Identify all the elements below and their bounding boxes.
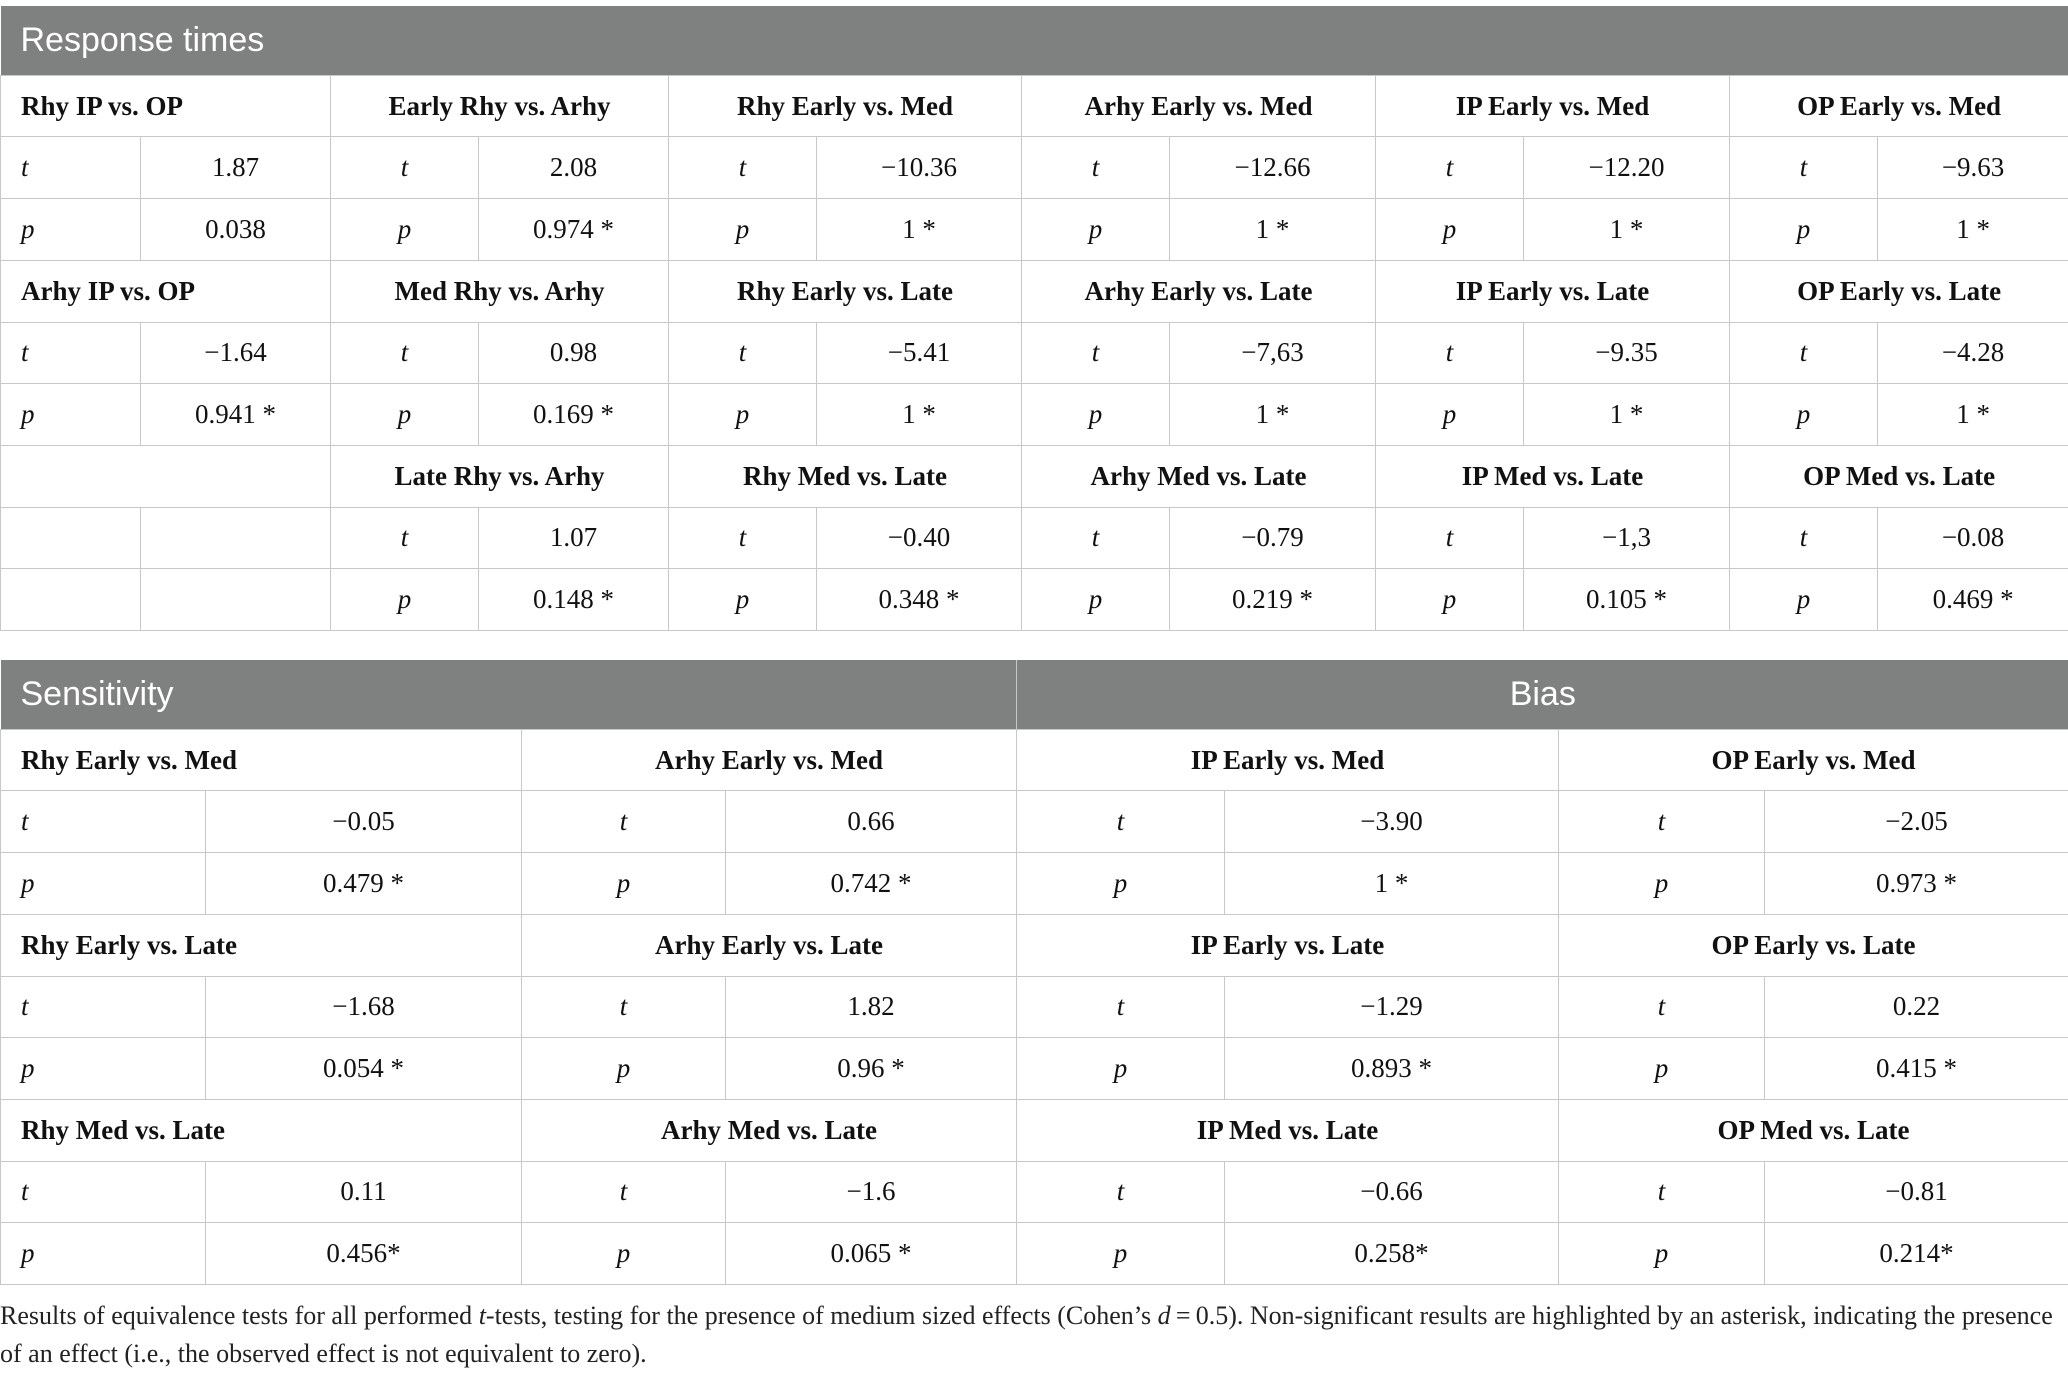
p-value: 0.038 (141, 199, 331, 261)
p-value: 1 * (1170, 384, 1376, 446)
t-value: 1.87 (141, 137, 331, 199)
t-symbol: t (1017, 1161, 1225, 1223)
p-value: 0.973 * (1765, 853, 2068, 915)
t-value: −3.90 (1225, 791, 1559, 853)
t-row (1, 322, 2068, 384)
empty-cell (141, 507, 331, 569)
label-row (1, 1099, 2068, 1161)
t-value: −4.28 (1878, 322, 2068, 384)
p-value: 0.348 * (817, 569, 1022, 631)
t-value: −1,3 (1524, 507, 1730, 569)
t-symbol: t (1730, 322, 1878, 384)
p-value: 0.105 * (1524, 569, 1730, 631)
p-value: 0.258* (1225, 1223, 1559, 1285)
t-value: −0.05 (206, 791, 522, 853)
p-symbol: p (1017, 1223, 1225, 1285)
t-symbol: t (1017, 791, 1225, 853)
p-value: 1 * (817, 199, 1022, 261)
p-symbol: p (1, 1223, 206, 1285)
t-value: −1.29 (1225, 976, 1559, 1038)
t-symbol: t (522, 791, 726, 853)
comparison-label: OP Early vs. Med (1730, 75, 2068, 137)
p-value: 0.415 * (1765, 1038, 2068, 1100)
t-symbol: t (1376, 137, 1524, 199)
comparison-label: Rhy Med vs. Late (1, 1099, 522, 1161)
p-symbol: p (1017, 853, 1225, 915)
p-symbol: p (1559, 853, 1765, 915)
p-symbol: p (1730, 199, 1878, 261)
t-symbol: t (1559, 791, 1765, 853)
p-symbol: p (1, 1038, 206, 1100)
label-row (1, 914, 2068, 976)
t-symbol: t (1, 1161, 206, 1223)
response-times-title: Response times (1, 6, 2068, 75)
t-symbol: t (1022, 137, 1170, 199)
p-value: 0.214* (1765, 1223, 2068, 1285)
p-symbol: p (331, 199, 479, 261)
t-value: 2.08 (479, 137, 669, 199)
t-value: −0.79 (1170, 507, 1376, 569)
t-symbol: t (1017, 976, 1225, 1038)
comparison-label: OP Med vs. Late (1730, 445, 2068, 507)
label-row (1, 260, 2068, 322)
p-symbol: p (669, 384, 817, 446)
label-row (1, 729, 2068, 791)
p-symbol: p (522, 853, 726, 915)
t-value: 0.11 (206, 1161, 522, 1223)
t-value: −5.41 (817, 322, 1022, 384)
t-value: −10.36 (817, 137, 1022, 199)
t-value: −9.63 (1878, 137, 2068, 199)
comparison-label: Arhy Med vs. Late (1022, 445, 1376, 507)
comparison-label: Arhy Early vs. Late (1022, 260, 1376, 322)
t-row (1, 791, 2068, 853)
p-symbol: p (1017, 1038, 1225, 1100)
p-value: 0.479 * (206, 853, 522, 915)
p-row (1, 199, 2068, 261)
p-symbol: p (331, 384, 479, 446)
sensitivity-title: Sensitivity (1, 660, 1017, 729)
t-value: −12.66 (1170, 137, 1376, 199)
comparison-label: Rhy Early vs. Med (1, 729, 522, 791)
p-symbol: p (1376, 199, 1524, 261)
t-row (1, 976, 2068, 1038)
p-row (1, 569, 2068, 631)
t-value: 1.82 (726, 976, 1017, 1038)
p-symbol: p (1376, 569, 1524, 631)
p-row (1, 853, 2068, 915)
t-value: −0.40 (817, 507, 1022, 569)
p-value: 1 * (1524, 384, 1730, 446)
sensitivity-bias-table (0, 660, 2068, 1285)
p-symbol: p (1730, 569, 1878, 631)
t-symbol: t (1376, 507, 1524, 569)
t-symbol: t (1376, 322, 1524, 384)
t-value: −0.08 (1878, 507, 2068, 569)
p-symbol: p (1022, 199, 1170, 261)
t-value: −1.68 (206, 976, 522, 1038)
t-symbol: t (1559, 976, 1765, 1038)
t-symbol: t (1, 322, 141, 384)
p-value: 0.219 * (1170, 569, 1376, 631)
p-value: 0.96 * (726, 1038, 1017, 1100)
p-symbol: p (1, 199, 141, 261)
p-symbol: p (522, 1038, 726, 1100)
p-symbol: p (1730, 384, 1878, 446)
p-value: 0.169 * (479, 384, 669, 446)
t-value: 1.07 (479, 507, 669, 569)
comparison-label: Med Rhy vs. Arhy (331, 260, 669, 322)
t-value: −2.05 (1765, 791, 2068, 853)
p-symbol: p (1559, 1038, 1765, 1100)
table-caption: Results of equivalence tests for all performed t-tests, testing for the presence of medium sized effects (Cohen’s d = 0.5). Non-significant results are highlighted by an asterisk, indicating the presence of an effect (i.e., the observed effect is not equivalent to zero). (0, 1301, 2053, 1368)
t-symbol: t (1, 791, 206, 853)
t-value: 0.22 (1765, 976, 2068, 1038)
t-value: −7,63 (1170, 322, 1376, 384)
t-symbol: t (331, 507, 479, 569)
t-symbol: t (1, 137, 141, 199)
p-value: 0.893 * (1225, 1038, 1559, 1100)
comparison-label: OP Med vs. Late (1559, 1099, 2068, 1161)
t-value: −12.20 (1524, 137, 1730, 199)
p-value: 1 * (1878, 199, 2068, 261)
p-value: 0.054 * (206, 1038, 522, 1100)
t-value: −1.64 (141, 322, 331, 384)
comparison-label: Rhy Early vs. Late (1, 914, 522, 976)
p-value: 1 * (1524, 199, 1730, 261)
p-symbol: p (1376, 384, 1524, 446)
t-row (1, 507, 2068, 569)
t-value: −0.81 (1765, 1161, 2068, 1223)
t-value: 0.66 (726, 791, 1017, 853)
comparison-label: Late Rhy vs. Arhy (331, 445, 669, 507)
response-times-header-row (1, 6, 2068, 75)
label-row (1, 445, 2068, 507)
p-value: 1 * (1878, 384, 2068, 446)
p-row (1, 1223, 2068, 1285)
comparison-label: IP Med vs. Late (1017, 1099, 1559, 1161)
p-symbol: p (669, 199, 817, 261)
t-value: 0.98 (479, 322, 669, 384)
comparison-label: Early Rhy vs. Arhy (331, 75, 669, 137)
t-symbol: t (522, 1161, 726, 1223)
t-value: −1.6 (726, 1161, 1017, 1223)
comparison-label: IP Med vs. Late (1376, 445, 1730, 507)
p-symbol: p (1, 853, 206, 915)
label-row (1, 75, 2068, 137)
comparison-label: Arhy Med vs. Late (522, 1099, 1017, 1161)
p-symbol: p (522, 1223, 726, 1285)
t-symbol: t (1730, 507, 1878, 569)
p-value: 0.456* (206, 1223, 522, 1285)
sensitivity-bias-header-row (1, 660, 2068, 729)
t-symbol: t (1022, 507, 1170, 569)
comparison-label: OP Early vs. Late (1730, 260, 2068, 322)
p-value: 1 * (1225, 853, 1559, 915)
p-value: 0.941 * (141, 384, 331, 446)
t-value: −9.35 (1524, 322, 1730, 384)
comparison-label: Arhy Early vs. Med (1022, 75, 1376, 137)
t-symbol: t (331, 137, 479, 199)
t-value: −0.66 (1225, 1161, 1559, 1223)
t-row (1, 137, 2068, 199)
comparison-label: Arhy Early vs. Late (522, 914, 1017, 976)
comparison-label: IP Early vs. Late (1376, 260, 1730, 322)
p-value: 0.065 * (726, 1223, 1017, 1285)
comparison-label: OP Early vs. Late (1559, 914, 2068, 976)
bias-title: Bias (1017, 660, 2068, 729)
response-times-table (0, 6, 2068, 631)
t-symbol: t (669, 322, 817, 384)
p-value: 0.974 * (479, 199, 669, 261)
empty-cell (1, 507, 141, 569)
p-value: 0.469 * (1878, 569, 2068, 631)
p-symbol: p (669, 569, 817, 631)
p-symbol: p (1022, 384, 1170, 446)
comparison-label: Rhy IP vs. OP (1, 75, 331, 137)
t-symbol: t (1730, 137, 1878, 199)
comparison-label: IP Early vs. Med (1017, 729, 1559, 791)
empty-cell (1, 445, 331, 507)
comparison-label: Rhy Early vs. Late (669, 260, 1022, 322)
t-symbol: t (1, 976, 206, 1038)
comparison-label: Arhy IP vs. OP (1, 260, 331, 322)
comparison-label: OP Early vs. Med (1559, 729, 2068, 791)
p-value: 0.742 * (726, 853, 1017, 915)
t-symbol: t (522, 976, 726, 1038)
p-value: 0.148 * (479, 569, 669, 631)
p-symbol: p (1559, 1223, 1765, 1285)
comparison-label: IP Early vs. Med (1376, 75, 1730, 137)
t-symbol: t (1022, 322, 1170, 384)
comparison-label: Rhy Early vs. Med (669, 75, 1022, 137)
t-symbol: t (669, 137, 817, 199)
comparison-label: Rhy Med vs. Late (669, 445, 1022, 507)
p-symbol: p (1, 384, 141, 446)
t-symbol: t (1559, 1161, 1765, 1223)
t-row (1, 1161, 2068, 1223)
p-row (1, 384, 2068, 446)
empty-cell (1, 569, 141, 631)
p-row (1, 1038, 2068, 1100)
p-value: 1 * (817, 384, 1022, 446)
p-symbol: p (1022, 569, 1170, 631)
t-symbol: t (331, 322, 479, 384)
p-value: 1 * (1170, 199, 1376, 261)
p-symbol: p (331, 569, 479, 631)
comparison-label: IP Early vs. Late (1017, 914, 1559, 976)
t-symbol: t (669, 507, 817, 569)
empty-cell (141, 569, 331, 631)
comparison-label: Arhy Early vs. Med (522, 729, 1017, 791)
